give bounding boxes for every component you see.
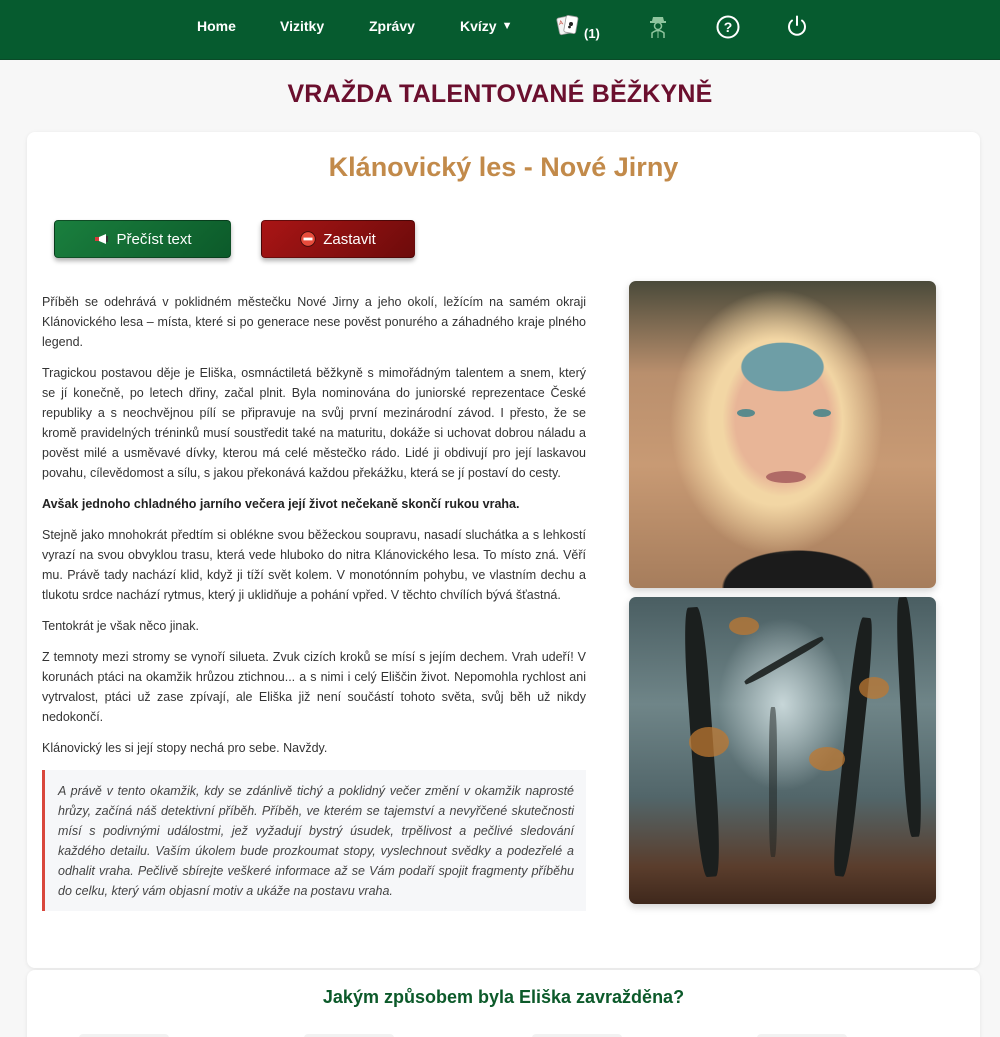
story-paragraph: Příběh se odehrává v poklidném městečku Nové Jirny a jeho okolí, ležícím na samém okraji Klánovického lesa – místa, které si po generace nese pověst ponurého a záhadného kraje plného legend. bbox=[42, 295, 586, 349]
nav-zpravy[interactable] bbox=[369, 0, 415, 52]
megaphone-icon bbox=[93, 233, 109, 245]
story-paragraph: Tragickou postavou děje je Eliška, osmnáctiletá běžkyně s mimořádným talentem a snem, který se jí konečně, po letech dřiny, začal plnit. Byla nominována do juniorské reprezentace České republiky a s neochvějnou pílí se připravuje na svůj první mezinárodní závod. I přesto, že se kromě pravidelných tréninků musí soustředit také na maturitu, dokáže si uchovat dobrou náladu a pověst milé a usměvavé dívky, kterou má celé městečko rádo. Lidé ji obdivují pro její laskavou povahu, cílevědomost a sílu, s jakou překonává každou překážku, která se jí postaví do cesty. bbox=[42, 366, 586, 480]
image-detail bbox=[737, 409, 755, 417]
story-paragraph-emphasis: Avšak jednoho chladného jarního večera její život nečekaně skončí rukou vraha. bbox=[42, 497, 520, 511]
nav-kvizy-label: Kvízy bbox=[460, 18, 497, 34]
top-navbar bbox=[0, 0, 1000, 60]
nav-zpravy-label: Zprávy bbox=[369, 18, 415, 34]
cards-count-badge: (1) bbox=[584, 26, 600, 41]
story-paragraph: Klánovický les si její stopy nechá pro sebe. Navždy. bbox=[42, 741, 328, 755]
image-detail bbox=[689, 727, 729, 757]
detective-button[interactable] bbox=[649, 15, 667, 44]
story-paragraph: Stejně jako mnohokrát předtím si oblékne svou běžeckou soupravu, nasadí sluchátka a s lehkostí vyrazí na svou obvyklou trasu, která vede hluboko do nitra Klánovického lesa. To místo zná. Věří mu. Právě tady nachází klid, když ji tíží svět kolem. V monotónním pohybu, ve vlastním dechu a tlukotu srdce nachází rytmus, který ji uklidňuje a pohání vpřed. V těchto chvílích bývá šťastná. bbox=[42, 528, 586, 602]
svg-text:A: A bbox=[558, 20, 564, 27]
image-detail bbox=[809, 747, 845, 771]
help-button[interactable] bbox=[716, 15, 740, 44]
image-detail bbox=[859, 677, 889, 699]
runner-portrait-image bbox=[629, 281, 936, 588]
help-icon bbox=[716, 15, 740, 39]
location-title: Klánovický les - Nové Jirny bbox=[328, 152, 679, 182]
logout-button[interactable] bbox=[786, 15, 808, 42]
image-detail bbox=[766, 471, 806, 483]
nav-vizitky-label: Vizitky bbox=[280, 18, 325, 34]
nav-kvizy-dropdown[interactable] bbox=[460, 0, 512, 52]
image-detail bbox=[769, 707, 777, 857]
story-paragraph: Z temnoty mezi stromy se vynoří silueta. Zvuk cizích kroků se mísí s jejím dechem. Vrah udeří! V korunách ptáci na okamžik hrůzou ztichnou... a s nimi i celý Eliščin život. Nepomohla rychlost ani vytrvalost, ptáci už zase zpívají, ale Eliška již není součástí tohoto světa, svůj běh už nikdy nedokončí. bbox=[42, 650, 586, 724]
playing-cards-icon bbox=[556, 13, 580, 39]
image-detail bbox=[743, 635, 824, 686]
story-paragraph: Tentokrát je však něco jinak. bbox=[42, 619, 200, 633]
story-card bbox=[27, 132, 980, 968]
nav-vizitky[interactable] bbox=[280, 0, 324, 52]
story-text bbox=[42, 292, 586, 769]
chevron-down-icon: ▼ bbox=[501, 20, 513, 32]
read-text-label: Přečíst text bbox=[116, 230, 192, 248]
quiz-card bbox=[27, 970, 980, 1037]
read-text-button[interactable] bbox=[54, 220, 231, 258]
page-title: VRAŽDA TALENTOVANÉ BĚŽKYNĚ bbox=[287, 80, 713, 108]
stop-label: Zastavit bbox=[323, 230, 376, 248]
foggy-forest-image bbox=[629, 597, 936, 904]
image-detail bbox=[830, 617, 875, 877]
power-icon bbox=[786, 15, 808, 37]
nav-cards-button[interactable] bbox=[556, 13, 600, 39]
svg-text:?: ? bbox=[723, 19, 733, 35]
image-detail bbox=[813, 409, 831, 417]
nav-home-label: Home bbox=[197, 18, 236, 34]
no-entry-icon bbox=[300, 231, 316, 247]
detective-icon bbox=[649, 15, 667, 39]
quiz-question: Jakým způsobem byla Eliška zavražděna? bbox=[322, 987, 685, 1007]
image-detail bbox=[895, 597, 924, 837]
stop-button[interactable] bbox=[261, 220, 415, 258]
image-detail bbox=[729, 617, 759, 635]
nav-home[interactable] bbox=[197, 0, 236, 52]
story-quote: A právě v tento okamžik, kdy se zdánlivě tichý a poklidný večer změní v okamžik naprosté hrůzy, začíná náš detektivní příběh. Příběh, ve kterém se tajemství a nevyřčené skutečnosti mísí s podivnými událostmi, jež vyžadují bystrý úsudek, trpělivost a pečlivé sledování každého detailu. Vaším úkolem bude prozkoumat stopy, vyslechnout svědky a podezřelé a odhalit vraha. Pečlivě sbírejte veškeré informace až se Vám podaří spojit fragmenty příběhu do celku, který vám objasní motiv a ukáže na postavu vraha. bbox=[42, 770, 586, 911]
